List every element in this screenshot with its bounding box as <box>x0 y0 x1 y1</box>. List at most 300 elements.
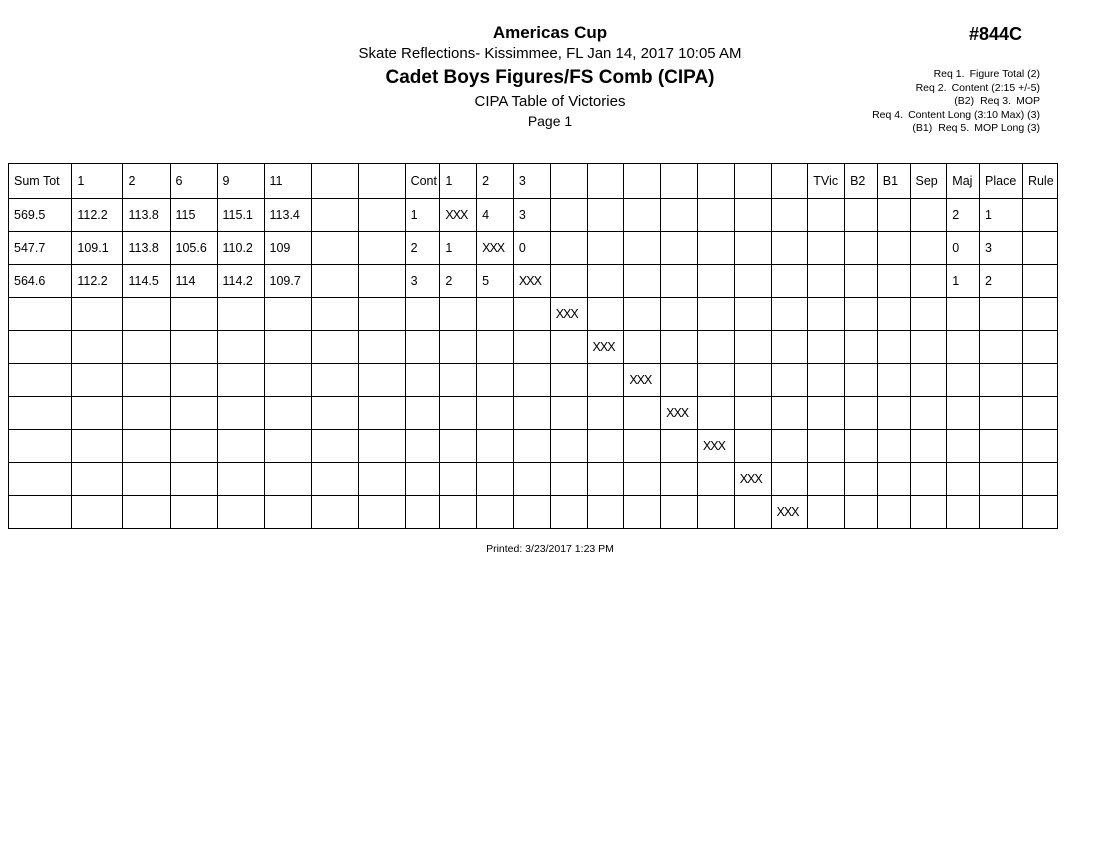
grid-cell: 113.4 <box>264 199 311 232</box>
grid-cell: 109.7 <box>264 265 311 298</box>
grid-cell <box>264 298 311 331</box>
grid-cell: 112.2 <box>72 265 123 298</box>
grid-cell <box>808 298 845 331</box>
grid-cell <box>550 430 587 463</box>
grid-cell <box>910 232 947 265</box>
grid-cell: 569.5 <box>9 199 72 232</box>
grid-cell <box>440 331 477 364</box>
grid-cell <box>311 463 358 496</box>
grid-cell <box>947 496 980 529</box>
grid-cell <box>808 496 845 529</box>
grid-cell <box>358 232 405 265</box>
grid-cell <box>440 463 477 496</box>
grid-cell <box>661 430 698 463</box>
grid-cell <box>947 298 980 331</box>
grid-cell <box>550 199 587 232</box>
grid-cell <box>877 397 910 430</box>
grid-cell <box>513 463 550 496</box>
grid-cell <box>358 199 405 232</box>
grid-cell: XXX <box>513 265 550 298</box>
grid-cell <box>661 265 698 298</box>
grid-cell <box>477 364 514 397</box>
grid-cell: 3 <box>405 265 440 298</box>
grid-cell: 2 <box>980 265 1023 298</box>
grid-cell <box>264 463 311 496</box>
grid-cell <box>980 430 1023 463</box>
grid-cell <box>947 331 980 364</box>
grid-cell <box>624 199 661 232</box>
requirement-number: Req 5. <box>938 122 970 134</box>
grid-cell <box>405 463 440 496</box>
grid-cell: 3 <box>980 232 1023 265</box>
grid-cell <box>877 430 910 463</box>
grid-cell <box>1022 463 1057 496</box>
grid-cell <box>9 496 72 529</box>
grid-cell <box>170 331 217 364</box>
grid-cell <box>9 331 72 364</box>
grid-cell <box>358 430 405 463</box>
grid-cell <box>624 496 661 529</box>
grid-cell <box>587 232 624 265</box>
grid-cell <box>170 298 217 331</box>
grid-cell <box>1022 364 1057 397</box>
grid-cell <box>587 397 624 430</box>
grid-cell <box>217 298 264 331</box>
grid-cell <box>877 463 910 496</box>
grid-cell <box>217 430 264 463</box>
grid-cell <box>587 199 624 232</box>
grid-column-header: 1 <box>72 164 123 199</box>
grid-cell <box>697 364 734 397</box>
requirement-text: MOP Long (3) <box>974 122 1040 134</box>
grid-cell <box>72 364 123 397</box>
grid-column-header <box>587 164 624 199</box>
grid-cell <box>405 430 440 463</box>
requirement-number: Req 4. <box>872 108 904 121</box>
grid-cell <box>697 463 734 496</box>
grid-cell: XXX <box>661 397 698 430</box>
grid-cell <box>513 298 550 331</box>
grid-cell <box>734 364 771 397</box>
grid-cell <box>170 496 217 529</box>
grid-cell <box>910 331 947 364</box>
grid-cell: 0 <box>947 232 980 265</box>
grid-cell <box>661 331 698 364</box>
grid-cell <box>358 298 405 331</box>
grid-cell <box>72 496 123 529</box>
grid-cell <box>980 496 1023 529</box>
grid-column-header <box>697 164 734 199</box>
victories-grid-container <box>8 163 1058 529</box>
grid-column-header: Sep <box>910 164 947 199</box>
grid-cell <box>440 298 477 331</box>
requirement-row <box>838 122 1040 136</box>
grid-cell <box>697 232 734 265</box>
grid-cell <box>440 397 477 430</box>
grid-column-header: 2 <box>477 164 514 199</box>
grid-cell <box>877 232 910 265</box>
grid-cell <box>477 430 514 463</box>
grid-column-header: 2 <box>123 164 170 199</box>
grid-cell <box>311 232 358 265</box>
grid-cell <box>405 397 440 430</box>
grid-cell: 114.2 <box>217 265 264 298</box>
grid-cell: XXX <box>440 199 477 232</box>
requirement-number: Req 2. <box>915 81 947 94</box>
grid-column-header: B2 <box>845 164 878 199</box>
grid-column-header <box>358 164 405 199</box>
grid-cell <box>947 463 980 496</box>
grid-cell <box>440 430 477 463</box>
grid-cell <box>264 496 311 529</box>
grid-cell <box>440 364 477 397</box>
grid-cell <box>217 331 264 364</box>
grid-cell <box>217 364 264 397</box>
grid-cell <box>513 331 550 364</box>
grid-cell <box>9 430 72 463</box>
grid-cell: 2 <box>440 265 477 298</box>
grid-cell <box>405 364 440 397</box>
grid-cell <box>264 331 311 364</box>
grid-cell <box>123 463 170 496</box>
grid-cell <box>311 397 358 430</box>
grid-cell <box>9 397 72 430</box>
grid-cell <box>661 463 698 496</box>
grid-cell <box>845 199 878 232</box>
requirement-prefix: (B2) <box>954 95 975 107</box>
grid-column-header: Cont <box>405 164 440 199</box>
grid-cell <box>550 397 587 430</box>
grid-cell: 1 <box>980 199 1023 232</box>
grid-cell <box>311 199 358 232</box>
grid-cell <box>980 298 1023 331</box>
grid-body <box>9 199 1058 529</box>
grid-cell <box>910 463 947 496</box>
grid-cell <box>9 364 72 397</box>
grid-cell <box>771 199 808 232</box>
grid-cell <box>550 463 587 496</box>
grid-cell <box>947 397 980 430</box>
grid-cell <box>980 397 1023 430</box>
table-row <box>9 199 1058 232</box>
page-label: Page 1 <box>527 113 573 129</box>
grid-cell <box>808 199 845 232</box>
grid-cell <box>624 463 661 496</box>
grid-cell <box>734 199 771 232</box>
grid-cell <box>697 331 734 364</box>
grid-cell <box>808 232 845 265</box>
grid-cell <box>513 397 550 430</box>
grid-cell <box>358 463 405 496</box>
grid-cell <box>72 430 123 463</box>
grid-cell <box>550 265 587 298</box>
grid-cell <box>587 298 624 331</box>
grid-cell: XXX <box>624 364 661 397</box>
grid-cell <box>358 265 405 298</box>
grid-cell <box>358 364 405 397</box>
grid-cell: 1 <box>440 232 477 265</box>
grid-cell: XXX <box>771 496 808 529</box>
grid-column-header: 6 <box>170 164 217 199</box>
grid-cell <box>311 496 358 529</box>
grid-column-header: 9 <box>217 164 264 199</box>
grid-cell <box>877 364 910 397</box>
grid-cell <box>477 496 514 529</box>
requirement-row <box>838 95 1040 109</box>
grid-cell <box>808 397 845 430</box>
grid-cell <box>771 232 808 265</box>
table-row <box>9 430 1058 463</box>
grid-cell <box>9 463 72 496</box>
grid-cell <box>170 463 217 496</box>
grid-column-header <box>734 164 771 199</box>
grid-column-header: Place <box>980 164 1023 199</box>
grid-cell <box>405 331 440 364</box>
grid-cell <box>477 397 514 430</box>
grid-column-header <box>550 164 587 199</box>
grid-cell: XXX <box>477 232 514 265</box>
grid-cell <box>624 265 661 298</box>
grid-cell <box>405 496 440 529</box>
grid-cell <box>550 232 587 265</box>
grid-cell <box>661 496 698 529</box>
grid-cell <box>477 463 514 496</box>
grid-cell <box>170 397 217 430</box>
grid-cell <box>910 265 947 298</box>
grid-cell <box>910 199 947 232</box>
grid-cell: 114 <box>170 265 217 298</box>
requirement-number: Req 3. <box>980 95 1012 107</box>
grid-cell <box>734 496 771 529</box>
grid-cell <box>264 430 311 463</box>
grid-column-header: B1 <box>877 164 910 199</box>
document-header <box>0 0 1100 140</box>
grid-cell <box>845 397 878 430</box>
grid-cell <box>587 463 624 496</box>
grid-cell <box>877 298 910 331</box>
grid-cell <box>877 496 910 529</box>
table-row <box>9 331 1058 364</box>
grid-cell <box>808 463 845 496</box>
grid-cell <box>170 364 217 397</box>
grid-cell: 112.2 <box>72 199 123 232</box>
requirement-number: Req 1. <box>933 68 965 80</box>
grid-column-header: Rule <box>1022 164 1057 199</box>
grid-cell <box>845 463 878 496</box>
grid-cell <box>1022 199 1057 232</box>
requirement-prefix <box>900 68 934 82</box>
grid-cell <box>624 298 661 331</box>
grid-column-header <box>624 164 661 199</box>
grid-cell <box>311 265 358 298</box>
grid-cell <box>1022 298 1057 331</box>
grid-cell <box>440 496 477 529</box>
grid-cell <box>123 298 170 331</box>
grid-cell <box>587 364 624 397</box>
grid-cell <box>264 397 311 430</box>
grid-cell <box>734 397 771 430</box>
grid-cell <box>697 496 734 529</box>
grid-column-header <box>311 164 358 199</box>
grid-cell: 2 <box>405 232 440 265</box>
grid-cell <box>980 463 1023 496</box>
grid-cell <box>734 232 771 265</box>
grid-cell <box>661 298 698 331</box>
requirement-row <box>838 109 1040 123</box>
grid-cell <box>910 298 947 331</box>
table-row <box>9 298 1058 331</box>
grid-cell <box>72 463 123 496</box>
grid-cell: 564.6 <box>9 265 72 298</box>
event-name: Americas Cup <box>492 23 608 42</box>
grid-cell <box>358 496 405 529</box>
table-row <box>9 265 1058 298</box>
grid-cell <box>661 364 698 397</box>
printed-timestamp: Printed: 3/23/2017 1:23 PM <box>486 543 614 555</box>
requirement-prefix: (B1) <box>912 122 933 134</box>
grid-cell: 4 <box>477 199 514 232</box>
victories-grid <box>8 163 1058 529</box>
grid-cell: 1 <box>405 199 440 232</box>
requirements-legend <box>838 68 1040 136</box>
grid-cell <box>311 430 358 463</box>
grid-cell <box>845 298 878 331</box>
grid-cell <box>72 397 123 430</box>
grid-cell: 115 <box>170 199 217 232</box>
grid-cell: 2 <box>947 199 980 232</box>
grid-cell: 115.1 <box>217 199 264 232</box>
grid-cell <box>311 298 358 331</box>
grid-cell <box>9 298 72 331</box>
grid-cell <box>477 331 514 364</box>
grid-cell <box>910 496 947 529</box>
event-number: #844C <box>968 24 1022 44</box>
grid-column-header: 1 <box>440 164 477 199</box>
grid-cell <box>845 331 878 364</box>
grid-cell <box>771 364 808 397</box>
requirement-row <box>838 82 1040 96</box>
grid-cell <box>845 232 878 265</box>
grid-cell <box>980 364 1023 397</box>
grid-cell <box>845 265 878 298</box>
grid-cell <box>1022 397 1057 430</box>
grid-cell <box>587 265 624 298</box>
grid-cell <box>550 496 587 529</box>
grid-cell <box>661 232 698 265</box>
grid-cell <box>845 364 878 397</box>
table-title: CIPA Table of Victories <box>474 93 626 110</box>
grid-cell <box>1022 430 1057 463</box>
grid-header-row <box>9 164 1058 199</box>
grid-cell <box>123 364 170 397</box>
grid-cell: XXX <box>697 430 734 463</box>
grid-cell <box>877 331 910 364</box>
grid-cell <box>771 430 808 463</box>
table-row <box>9 364 1058 397</box>
grid-cell: 1 <box>947 265 980 298</box>
grid-cell: 0 <box>513 232 550 265</box>
table-row <box>9 232 1058 265</box>
grid-cell <box>980 331 1023 364</box>
grid-cell <box>550 364 587 397</box>
grid-cell <box>661 199 698 232</box>
grid-cell <box>877 265 910 298</box>
grid-cell <box>170 430 217 463</box>
grid-cell <box>771 397 808 430</box>
grid-cell <box>697 298 734 331</box>
grid-cell <box>845 496 878 529</box>
grid-cell <box>771 298 808 331</box>
grid-cell <box>845 430 878 463</box>
requirement-row <box>838 68 1040 82</box>
grid-cell: 109 <box>264 232 311 265</box>
grid-cell <box>808 364 845 397</box>
requirement-prefix <box>838 109 872 123</box>
grid-cell <box>697 265 734 298</box>
requirement-text: Content Long (3:10 Max) (3) <box>908 108 1040 121</box>
grid-cell: 547.7 <box>9 232 72 265</box>
grid-cell <box>405 298 440 331</box>
grid-cell <box>311 364 358 397</box>
grid-cell: 113.8 <box>123 199 170 232</box>
requirement-text: Figure Total (2) <box>969 68 1040 80</box>
grid-column-header: 11 <box>264 164 311 199</box>
event-category: Cadet Boys Figures/FS Comb (CIPA) <box>385 67 715 88</box>
grid-cell <box>697 397 734 430</box>
grid-cell <box>217 496 264 529</box>
grid-cell <box>624 331 661 364</box>
grid-cell <box>808 265 845 298</box>
grid-cell: XXX <box>550 298 587 331</box>
event-location-date: Skate Reflections- Kissimmee, FL Jan 14, 2017 10:05 AM <box>358 45 742 62</box>
grid-cell <box>123 496 170 529</box>
grid-cell <box>624 430 661 463</box>
grid-cell: 109.1 <box>72 232 123 265</box>
grid-cell: 110.2 <box>217 232 264 265</box>
grid-cell: XXX <box>734 463 771 496</box>
grid-cell <box>624 397 661 430</box>
grid-cell <box>910 430 947 463</box>
grid-cell <box>808 331 845 364</box>
grid-cell <box>358 397 405 430</box>
grid-cell <box>513 430 550 463</box>
grid-cell <box>587 496 624 529</box>
grid-cell <box>311 331 358 364</box>
grid-cell: 105.6 <box>170 232 217 265</box>
grid-cell <box>123 397 170 430</box>
grid-cell <box>771 463 808 496</box>
grid-cell <box>513 496 550 529</box>
grid-cell <box>734 265 771 298</box>
table-row <box>9 397 1058 430</box>
grid-cell: XXX <box>587 331 624 364</box>
grid-column-header: Maj <box>947 164 980 199</box>
grid-cell <box>1022 331 1057 364</box>
table-row <box>9 496 1058 529</box>
grid-cell <box>771 331 808 364</box>
grid-cell <box>358 331 405 364</box>
grid-cell <box>734 430 771 463</box>
grid-cell <box>477 298 514 331</box>
grid-cell <box>624 232 661 265</box>
requirement-text: MOP <box>1016 95 1040 107</box>
grid-cell <box>808 430 845 463</box>
grid-cell <box>1022 496 1057 529</box>
requirement-text: Content (2:15 +/-5) <box>951 81 1040 94</box>
grid-column-header: 3 <box>513 164 550 199</box>
grid-cell <box>1022 265 1057 298</box>
grid-cell <box>910 364 947 397</box>
